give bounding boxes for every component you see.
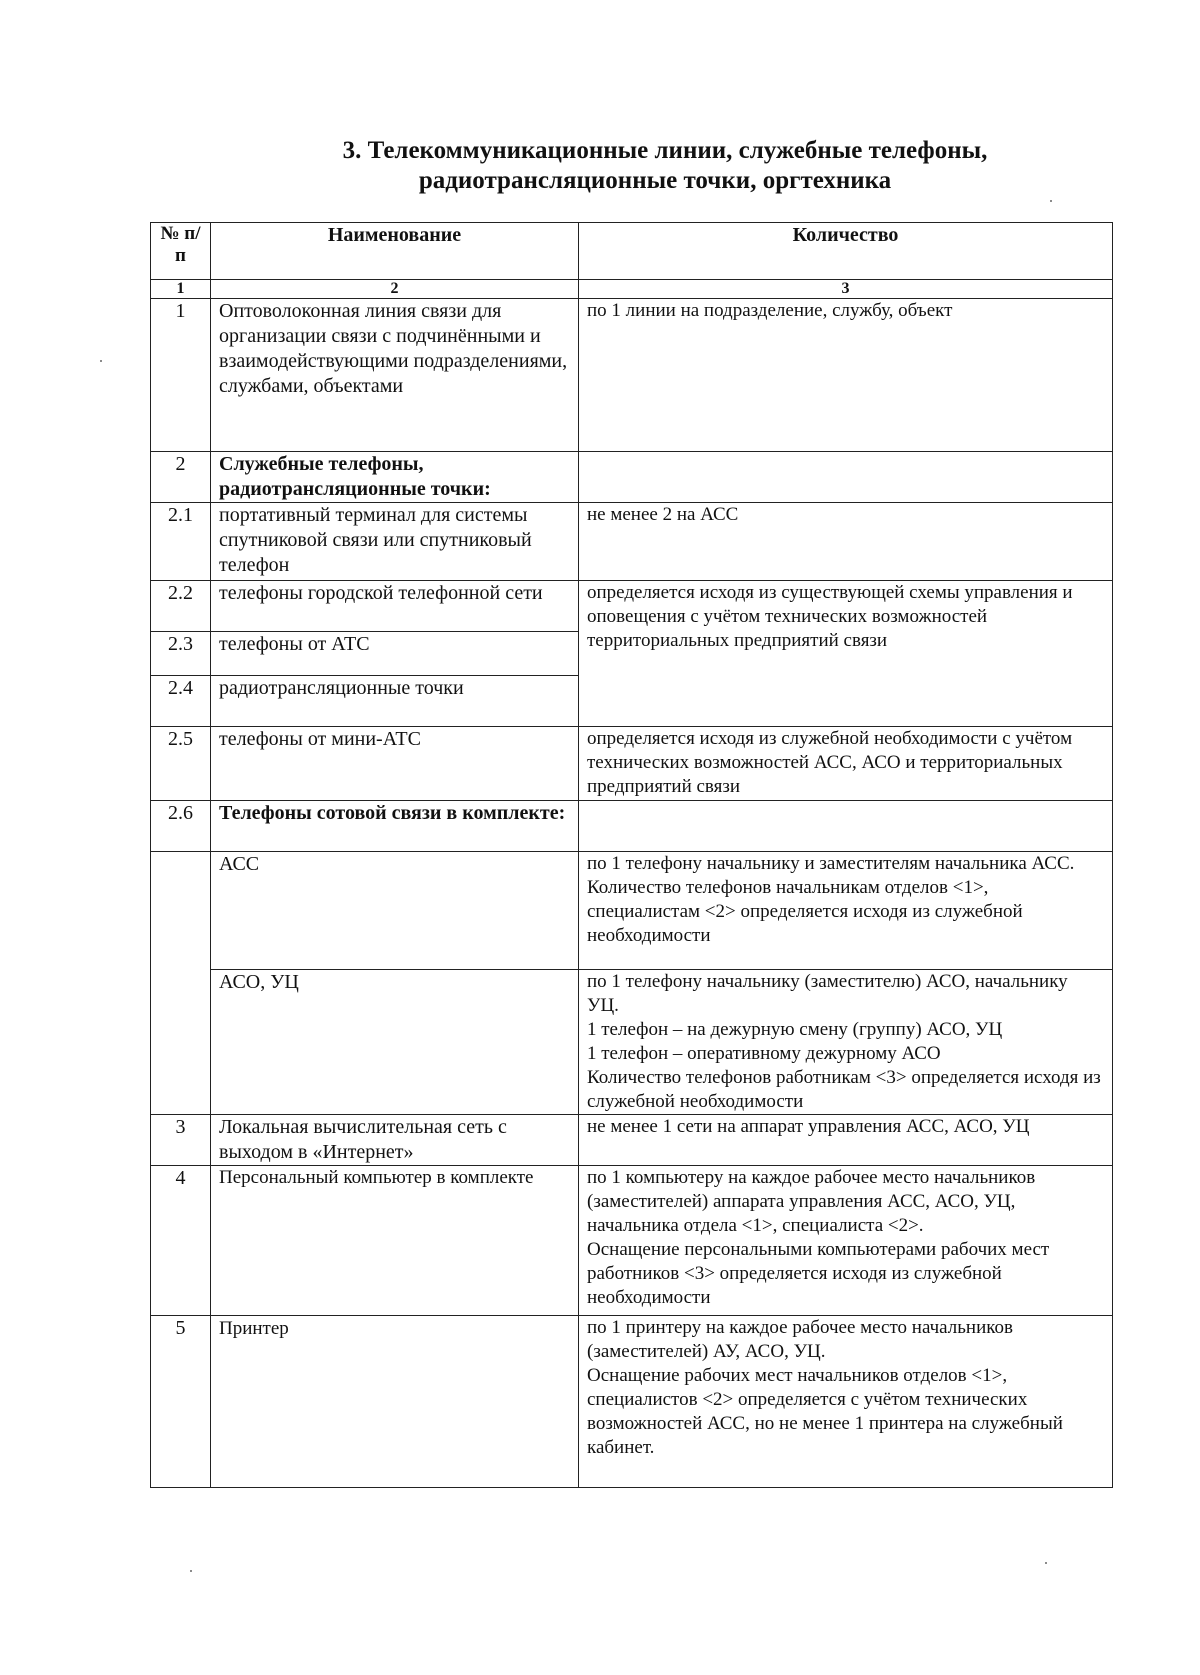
row-name: телефоны от мини-АТС [211,727,579,801]
row-number: 5 [151,1316,211,1488]
row-name: АСО, УЦ [211,970,579,1115]
column-index-2: 2 [211,280,579,299]
header-num: № п/п [151,223,211,280]
table-row [151,1115,1113,1166]
row-number: 1 [151,299,211,452]
title-line-1: 3. Телекоммуникационные линии, служебные телефоны, [342,137,988,164]
table-row [151,299,1113,452]
row-number: 2 [151,452,211,503]
table-row [151,581,1113,632]
row-name: телефоны городской телефонной сети [211,581,579,632]
row-name: портативный терминал для системы спутниковой связи или спутниковый телефон [211,503,579,581]
table-row [151,1316,1113,1488]
row-number: 2.2 [151,581,211,632]
scan-speck [190,1570,192,1572]
quantity-line: по 1 телефону начальнику (заместителю) АСО, начальнику УЦ. [587,971,1068,1016]
row-quantity-merged: определяется исходя из существующей схемы управления и оповещения с учётом технических возможностей территориальных предприятий связи [579,581,1113,727]
row-number: 2.5 [151,727,211,801]
quantity-line: Оснащение рабочих мест начальников отделов <1>, специалистов <2> определяется с учётом технических возможностей АСС, но не менее 1 принтера на служебный кабинет. [587,1365,1063,1458]
quantity-line: Количество телефонов начальникам отделов <1>, специалистам <2> определяется исходя из служебной необходимости [587,877,1023,946]
table-row [151,801,1113,852]
table-row [151,852,1113,970]
row-quantity: по 1 линии на подразделение, службу, объект [579,299,1113,452]
quantity-line: 1 телефон – на дежурную смену (группу) АСО, УЦ [587,1019,1003,1040]
row-name: Телефоны сотовой связи в комплекте: [211,801,579,852]
row-number-empty [151,852,211,1115]
row-number: 2.1 [151,503,211,581]
quantity-line: Оснащение персональными компьютерами рабочих мест работников <3> определяется исходя из служебной необходимости [587,1239,1050,1308]
row-quantity: не менее 1 сети на аппарат управления АСС, АСО, УЦ [579,1115,1113,1166]
table-header-row [151,223,1113,280]
row-number: 2.3 [151,632,211,676]
row-number: 2.6 [151,801,211,852]
row-name: телефоны от АТС [211,632,579,676]
row-quantity: определяется исходя из служебной необходимости с учётом технических возможностей АСС, АСО и территориальных предприятий связи [579,727,1113,801]
row-name: радиотрансляционные точки [211,676,579,727]
row-quantity: не менее 2 на АСС [579,503,1113,581]
row-name: Принтер [211,1316,579,1488]
row-name: Локальная вычислительная сеть с выходом в «Интернет» [211,1115,579,1166]
scan-speck [100,360,102,362]
quantity-line: 1 телефон – оперативному дежурному АСО [587,1043,941,1064]
row-quantity [579,1166,1113,1316]
table-row [151,503,1113,581]
title-line-2: радиотрансляционные точки, оргтехника [418,167,892,194]
table-row [151,727,1113,801]
header-qty: Количество [579,223,1113,280]
header-name: Наименование [211,223,579,280]
document-title [0,136,1200,196]
row-number: 2.4 [151,676,211,727]
table-row [151,452,1113,503]
quantity-line: по 1 телефону начальнику и заместителям начальника АСС. [587,853,1075,874]
row-number: 4 [151,1166,211,1316]
table-row [151,970,1113,1115]
column-index-3: 3 [579,280,1113,299]
row-quantity [579,852,1113,970]
column-index-row [151,280,1113,299]
equipment-table [150,222,1113,1488]
row-name: Служебные телефоны, радиотрансляционные точки: [211,452,579,503]
row-name: Оптоволоконная линия связи для организации связи с подчинёнными и взаимодействующими подразделениями, службами, объектами [211,299,579,452]
row-quantity [579,801,1113,852]
row-name: АСС [211,852,579,970]
column-index-1: 1 [151,280,211,299]
row-name: Персональный компьютер в комплекте [211,1166,579,1316]
quantity-line: Количество телефонов работникам <3> определяется исходя из служебной необходимости [587,1067,1101,1112]
row-number: 3 [151,1115,211,1166]
scan-speck [1045,1562,1047,1564]
row-quantity [579,970,1113,1115]
scan-speck [1050,200,1052,202]
quantity-line: по 1 компьютеру на каждое рабочее место начальников (заместителей) аппарата управления АСС, АСО, УЦ, начальника отдела <1>, специалиста <2>. [587,1167,1036,1236]
table-row [151,1166,1113,1316]
row-quantity [579,1316,1113,1488]
quantity-line: по 1 принтеру на каждое рабочее место начальников (заместителей) АУ, АСО, УЦ. [587,1317,1014,1362]
row-quantity [579,452,1113,503]
